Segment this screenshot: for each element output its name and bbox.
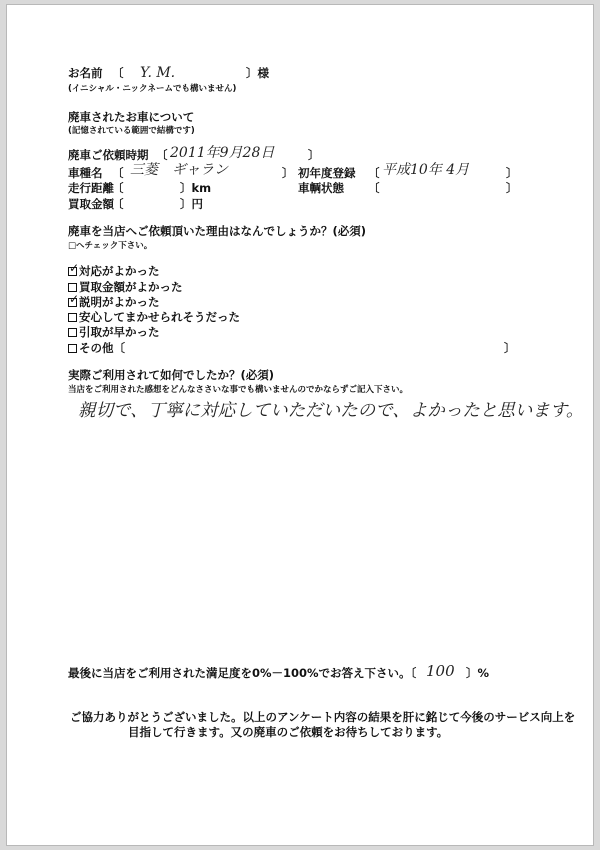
- mileage-open: 〔: [112, 181, 124, 195]
- satisfaction-label: 最後に当店をご利用された満足度を0%－100%でお答え下さい。〔: [68, 666, 417, 680]
- checkbox-icon[interactable]: [68, 328, 77, 337]
- first-reg-label: 初年度登録: [298, 166, 356, 180]
- reason-note: □へチェック下さい。: [68, 241, 153, 251]
- reason-option-3: [68, 297, 160, 309]
- reason-option-2: [68, 282, 183, 294]
- reason-option-label: 対応がよかった: [79, 264, 160, 278]
- reason-question: 廃車を当店へご依頼頂いた理由はなんでしょうか？(必須): [68, 224, 367, 238]
- first-reg-open: 〔: [368, 166, 380, 180]
- reason-option-1: [68, 266, 160, 278]
- price-open: 〔: [112, 197, 124, 211]
- name-value: Y. M.: [140, 65, 176, 81]
- mileage-label: 走行距離: [68, 181, 114, 195]
- checkbox-icon[interactable]: [68, 344, 77, 353]
- condition-close: 〕: [506, 181, 518, 195]
- checkbox-icon[interactable]: [68, 313, 77, 322]
- model-label: 車種名: [68, 166, 103, 180]
- reason-option-label: 引取が早かった: [79, 325, 160, 339]
- car-section-note: (記憶されている範囲で結構です): [68, 126, 195, 136]
- reason-option-label: 説明がよかった: [79, 295, 160, 309]
- closing-line-1: ご協力ありがとうございました。以上のアンケート内容の結果を肝に銘じて今後のサービス向上を: [70, 710, 576, 724]
- condition-label: 車輌状態: [298, 181, 344, 195]
- checkbox-icon[interactable]: [68, 283, 77, 292]
- name-close-bracket: 〕様: [246, 66, 269, 80]
- car-section-title: 廃車されたお車について: [68, 110, 195, 124]
- price-close: 〕円: [180, 197, 203, 211]
- reason-option-label: 買取金額がよかった: [79, 280, 183, 294]
- model-value: 三菱 ギャラン: [130, 162, 228, 178]
- satisfaction-value: 100: [426, 662, 455, 680]
- reason-option-label: 安心してまかせられそうだった: [79, 310, 240, 324]
- name-label: お名前: [68, 66, 103, 80]
- request-date-value: 2011年9月28日: [170, 145, 275, 161]
- request-date-label: 廃車ご依頼時期: [68, 148, 149, 162]
- checkbox-checked-icon[interactable]: [68, 298, 77, 307]
- impression-question: 実際ご利用されて如何でしたか？(必須): [68, 368, 275, 382]
- closing-line-2: 目指して行きます。又の廃車のご依頼をお待ちしております。: [128, 725, 449, 739]
- mileage-close: 〕km: [180, 181, 212, 195]
- reason-option-label: その他〔: [79, 341, 125, 355]
- first-reg-value: 平成10年 4月: [382, 162, 470, 178]
- name-note: (イニシャル・ニックネームでも構いません): [68, 84, 237, 94]
- model-open: 〔: [112, 166, 124, 180]
- reason-option-5: [68, 327, 160, 339]
- price-label: 買取金額: [68, 197, 114, 211]
- reason-option-6: [68, 343, 125, 355]
- reason-option-4: [68, 312, 240, 324]
- model-close: 〕: [282, 166, 294, 180]
- impression-answer: 親切で、丁寧に対応していただいたので、よかったと思います。: [78, 401, 584, 421]
- impression-note: 当店をご利用された感想をどんなささいな事でも構いませんのでかならずご記入下さい。: [68, 385, 409, 395]
- name-open-bracket: 〔: [112, 66, 124, 80]
- condition-open: 〔: [368, 181, 380, 195]
- satisfaction-close: 〕%: [466, 666, 490, 680]
- request-date-open: 〔: [156, 148, 168, 162]
- first-reg-close: 〕: [506, 166, 518, 180]
- reason-other-close: 〕: [504, 341, 516, 355]
- request-date-close: 〕: [308, 148, 320, 162]
- checkbox-checked-icon[interactable]: [68, 267, 77, 276]
